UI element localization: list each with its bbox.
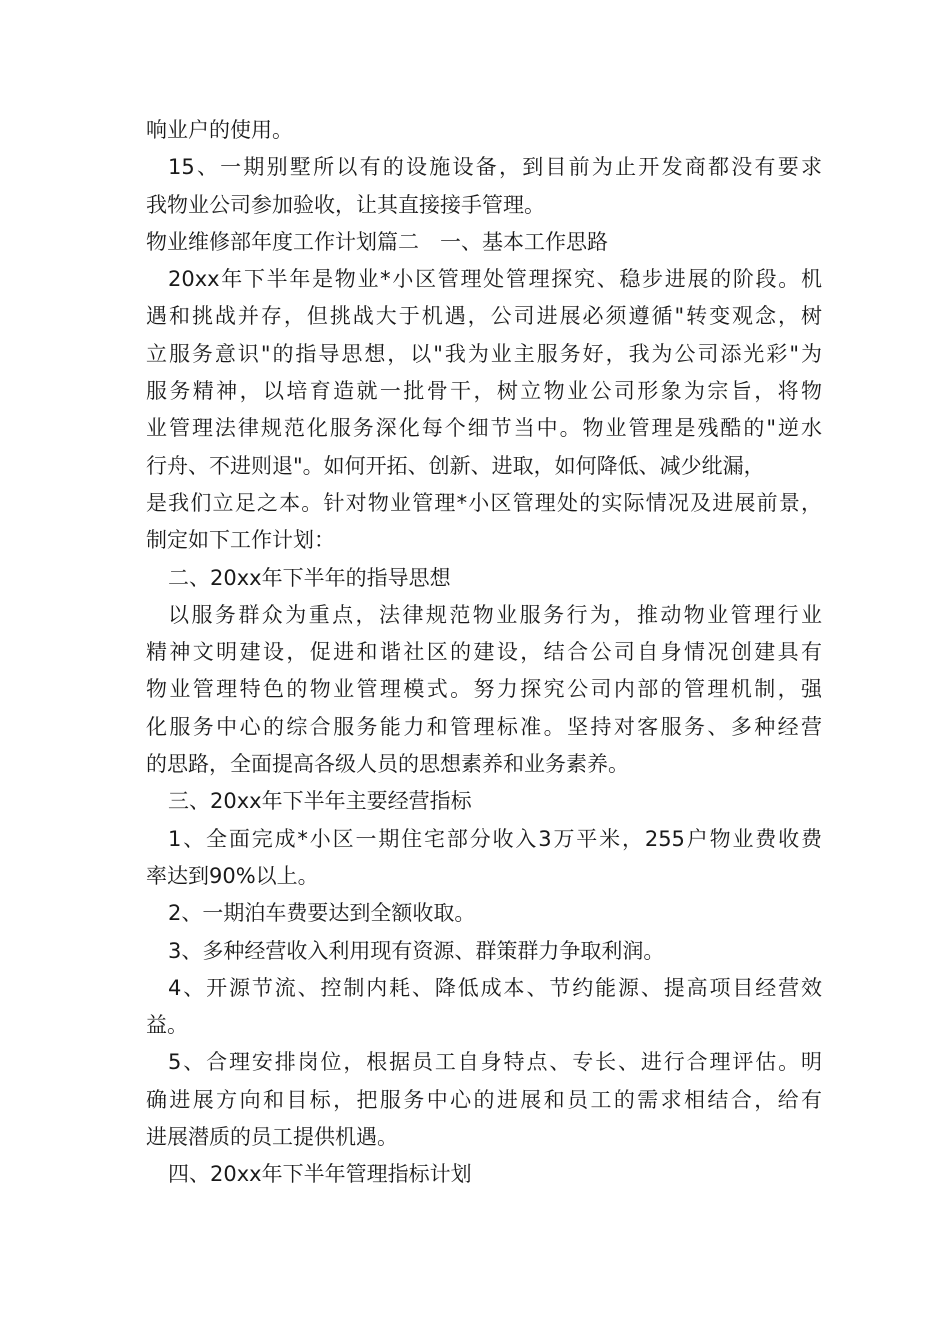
document-line: 制定如下工作计划：: [146, 528, 335, 553]
document-line: 20xx年下半年是物业*小区管理处管理探究、稳步进展的阶段。机: [168, 267, 822, 292]
document-line: 我物业公司参加验收，让其直接接手管理。: [146, 192, 545, 217]
document-line: 物业维修部年度工作计划篇二 一、基本工作思路: [146, 229, 608, 254]
document-line: 三、20xx年下半年主要经营指标: [168, 789, 472, 814]
document-line: 4、开源节流、控制内耗、降低成本、节约能源、提高项目经营效: [168, 975, 822, 1000]
document-line: 化服务中心的综合服务能力和管理标准。坚持对客服务、多种经营: [146, 714, 822, 739]
document-line: 确进展方向和目标，把服务中心的进展和员工的需求相结合，给有: [146, 1087, 822, 1112]
document-body: [146, 112, 822, 1194]
document-line: 3、多种经营收入利用现有资源、群策群力争取利润。: [168, 938, 665, 963]
document-line: 以服务群众为重点，法律规范物业服务行为，推动物业管理行业: [168, 602, 822, 627]
document-line: 立服务意识"的指导思想，以"我为业主服务好，我为公司添光彩"为: [146, 341, 822, 366]
document-line: 率达到90%以上。: [146, 863, 319, 888]
document-line: 15、一期别墅所以有的设施设备，到目前为止开发商都没有要求: [168, 155, 822, 180]
document-line: 业管理法律规范化服务深化每个细节当中。物业管理是残酷的"逆水: [146, 416, 822, 441]
document-line: 二、20xx年下半年的指导思想: [168, 565, 451, 590]
document-line: 精神文明建设，促进和谐社区的建设，结合公司自身情况创建具有: [146, 640, 822, 665]
document-line: 行舟、不进则退"。如何开拓、创新、进取，如何降低、减少纰漏，: [146, 453, 765, 478]
document-line: 响业户的使用。: [146, 118, 293, 142]
document-line: 5、合理安排岗位，根据员工自身特点、专长、进行合理评估。明: [168, 1050, 822, 1075]
document-line: 物业管理特色的物业管理模式。努力探究公司内部的管理机制，强: [146, 677, 822, 702]
document-line: 四、20xx年下半年管理指标计划: [168, 1162, 472, 1187]
document-line: 2、一期泊车费要达到全额收取。: [168, 901, 476, 926]
document-line: 1、全面完成*小区一期住宅部分收入3万平米，255户物业费收费: [168, 826, 822, 851]
document-line: 进展潜质的员工提供机遇。: [146, 1125, 398, 1150]
document-line: 的思路，全面提高各级人员的思想素养和业务素养。: [146, 752, 629, 777]
document-line: 是我们立足之本。针对物业管理*小区管理处的实际情况及进展前景，: [146, 490, 822, 515]
document-line: 服务精神，以培育造就一批骨干，树立物业公司形象为宗旨，将物: [146, 379, 822, 404]
document-line: 益。: [146, 1013, 188, 1038]
document-line: 遇和挑战并存，但挑战大于机遇，公司进展必须遵循"转变观念，树: [146, 304, 822, 329]
